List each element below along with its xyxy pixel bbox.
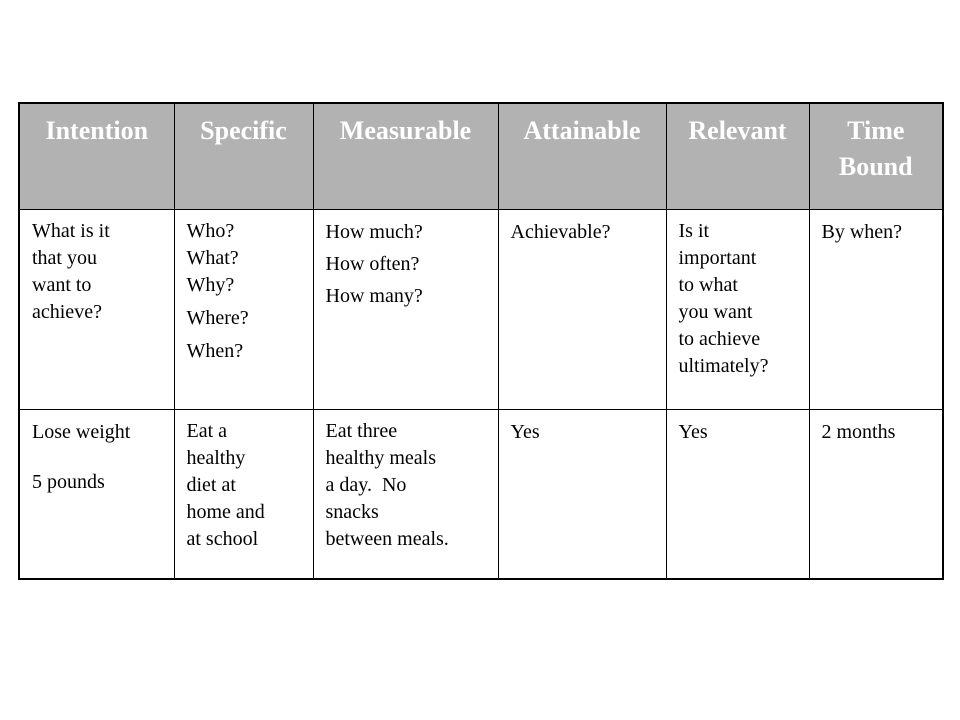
desc-specific-line: Who? xyxy=(186,219,235,242)
desc-specific-line: When? xyxy=(186,339,244,362)
desc-relevant-cell xyxy=(666,209,809,409)
example-row xyxy=(19,409,943,579)
desc-attainable-cell: Achievable? xyxy=(498,209,666,409)
smart-goals-table xyxy=(18,102,944,580)
desc-intention-line: that you xyxy=(32,246,97,269)
example-specific-line: at school xyxy=(186,527,259,550)
desc-specific-line: What? xyxy=(186,246,239,269)
desc-relevant-line: important xyxy=(678,246,757,269)
example-measurable-line: Eat three xyxy=(325,419,398,442)
example-specific-line: healthy xyxy=(186,446,246,469)
desc-relevant-line: ultimately? xyxy=(678,354,769,377)
desc-measurable-cell xyxy=(313,209,498,409)
header-specific: Specific xyxy=(174,103,313,209)
example-specific-line: Eat a xyxy=(186,419,228,442)
desc-relevant-line: you want xyxy=(678,300,753,323)
example-specific-cell xyxy=(174,409,313,579)
desc-relevant-line: to what xyxy=(678,273,738,296)
header-time-bound-line-1: Time xyxy=(847,116,905,145)
desc-measurable-line: How much? xyxy=(325,220,423,243)
desc-time-bound-cell: By when? xyxy=(809,209,943,409)
desc-measurable-line: How often? xyxy=(325,252,420,275)
example-attainable-cell: Yes xyxy=(498,409,666,579)
header-time-bound-line-2: Bound xyxy=(838,152,913,181)
example-time-bound-cell: 2 months xyxy=(809,409,943,579)
example-intention-line: Lose weight xyxy=(32,420,131,443)
example-intention-line: 5 pounds xyxy=(32,470,105,493)
example-measurable-line: healthy meals xyxy=(325,446,437,469)
example-measurable-line: a day. No xyxy=(325,473,407,496)
example-specific-line: home and xyxy=(186,500,265,523)
header-row xyxy=(19,103,943,209)
example-specific-line: diet at xyxy=(186,473,236,496)
example-intention-cell xyxy=(19,409,174,579)
desc-specific-line: Where? xyxy=(186,306,249,329)
desc-relevant-line: to achieve xyxy=(678,327,761,350)
header-measurable: Measurable xyxy=(313,103,498,209)
example-measurable-line: between meals. xyxy=(325,527,449,550)
example-measurable-line: snacks xyxy=(325,500,379,523)
desc-intention-line: What is it xyxy=(32,219,110,242)
header-intention: Intention xyxy=(19,103,174,209)
header-relevant: Relevant xyxy=(666,103,809,209)
example-relevant-cell: Yes xyxy=(666,409,809,579)
desc-intention-cell xyxy=(19,209,174,409)
example-measurable-cell xyxy=(313,409,498,579)
desc-intention-line: want to xyxy=(32,273,92,296)
desc-specific-line: Why? xyxy=(186,273,235,296)
desc-relevant-line: Is it xyxy=(678,219,710,242)
desc-specific-cell xyxy=(174,209,313,409)
desc-measurable-line: How many? xyxy=(325,284,423,307)
header-time-bound xyxy=(809,103,943,209)
header-attainable: Attainable xyxy=(498,103,666,209)
description-row xyxy=(19,209,943,409)
desc-intention-line: achieve? xyxy=(32,300,102,323)
